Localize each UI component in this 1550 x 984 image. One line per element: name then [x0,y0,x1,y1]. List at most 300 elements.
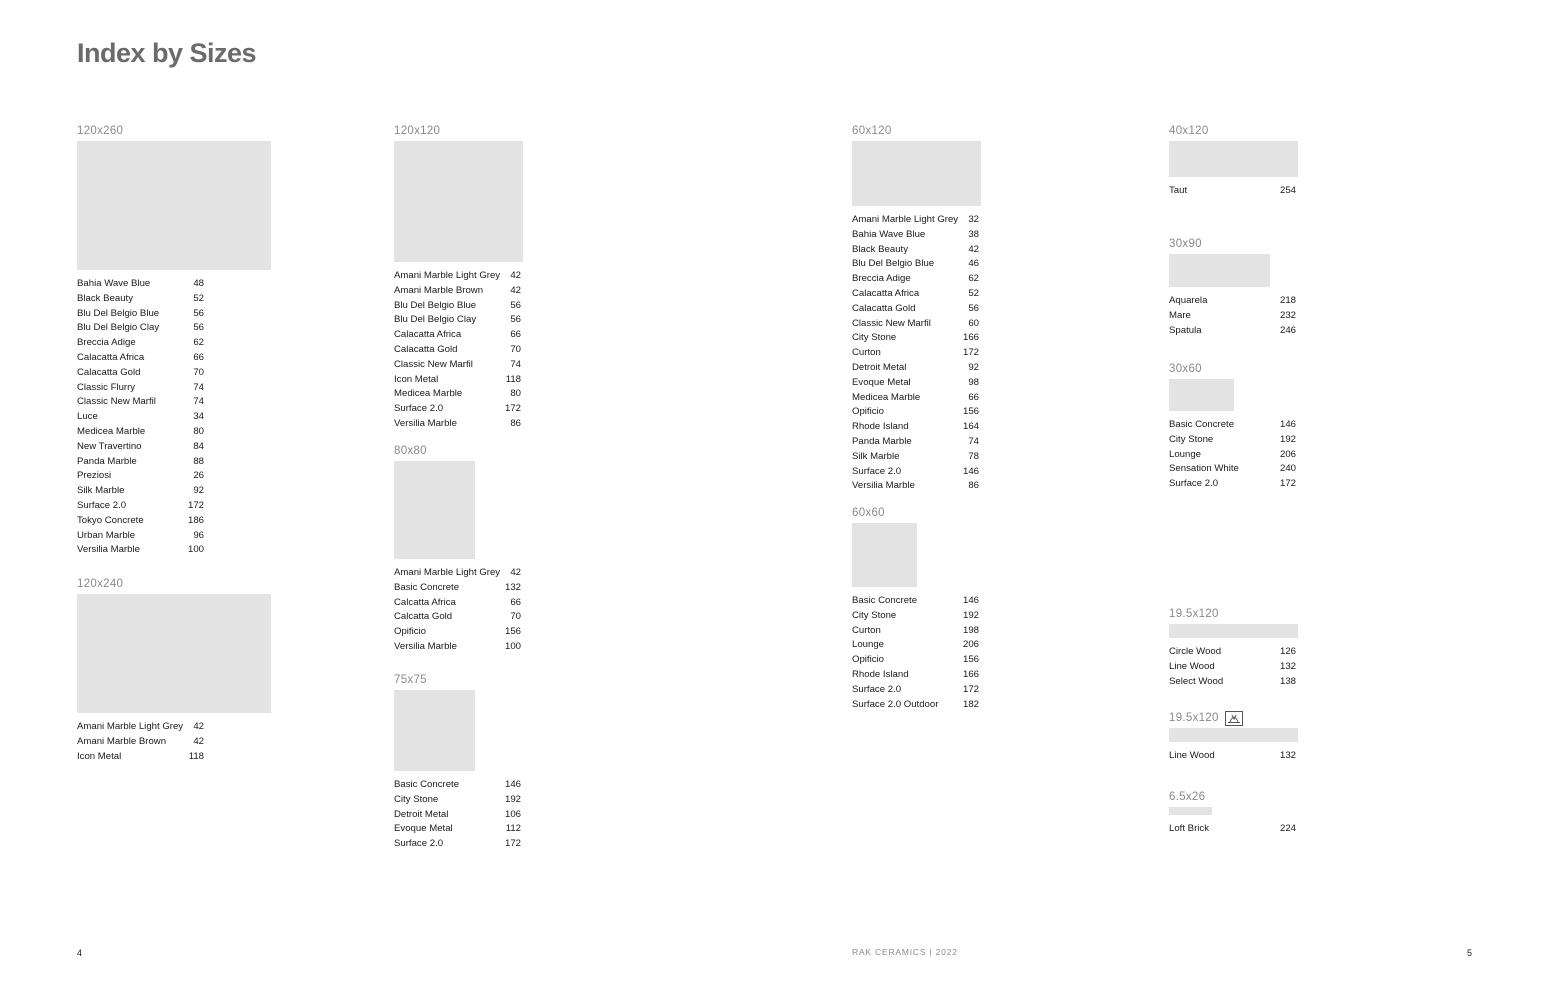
product-name: Rhode Island [852,421,909,433]
product-row [852,376,979,391]
product-page-number: 42 [510,270,521,281]
product-row [852,594,979,609]
product-row [852,450,979,465]
product-page-number: 80 [193,425,204,437]
product-page-number: 56 [193,307,204,319]
product-row [394,313,521,328]
product-row [394,299,521,314]
size-section [1169,237,1296,338]
product-name: Blu Del Belgio Clay [394,314,477,326]
tile-swatch [394,461,475,559]
product-page-number: 172 [187,499,204,511]
product-page-number: 198 [962,624,979,636]
product-page-number: 132 [504,581,521,593]
product-page-number: 206 [1279,448,1296,460]
product-page-number: 26 [193,470,204,482]
product-page-number: 42 [193,735,204,747]
product-name: Medicea Marble [77,425,146,437]
product-row [852,638,979,653]
product-row [77,469,204,484]
product-page-number: 254 [1279,185,1296,196]
product-name: Classic New Marfil [394,358,473,370]
size-section [1169,607,1296,689]
product-name: Detroit Metal [852,361,907,373]
size-label-text: 6.5x26 [1169,791,1206,803]
product-name: Classic New Marfil [77,396,156,408]
product-row [1169,184,1296,199]
product-name: Calacatta Gold [852,302,916,314]
product-name: Classic New Marfil [852,317,931,329]
product-row [852,257,979,272]
product-row [852,465,979,480]
product-page-number: 186 [187,514,204,526]
product-name: Blu Del Belgio Blue [852,258,935,270]
product-page-number: 172 [504,838,521,850]
product-page-number: 88 [193,455,204,467]
size-label [394,673,521,687]
size-section [1169,711,1296,764]
product-page-number: 146 [962,595,979,606]
product-page-number: 224 [1279,823,1296,834]
product-name: Panda Marble [852,435,912,447]
size-label [394,124,521,138]
product-page-number: 42 [968,243,979,255]
product-name: Amani Marble Brown [394,284,484,296]
product-name: Versilia Marble [394,640,457,652]
product-page-number: 70 [510,343,521,355]
size-label [852,124,979,138]
product-name: Calcatta Gold [394,611,453,623]
product-row [394,837,521,852]
size-label-text: 30x90 [1169,238,1202,250]
product-name: Amani Marble Light Grey [852,214,959,225]
product-row [1169,433,1296,448]
product-row [1169,448,1296,463]
product-page-number: 112 [505,823,521,835]
product-name: Loft Brick [1169,823,1209,834]
product-row [394,625,521,640]
product-page-number: 32 [968,214,979,225]
product-list [1169,749,1296,764]
size-section [1169,362,1296,492]
product-row [77,484,204,499]
product-name: Breccia Adige [77,337,136,349]
product-name: Surface 2.0 Outdoor [852,698,939,710]
product-name: Amani Marble Brown [77,735,167,747]
size-label-text: 120x240 [77,578,124,590]
product-row [77,499,204,514]
product-name: City Stone [394,793,439,805]
product-name: Calacatta Africa [77,351,145,363]
product-name: Blu Del Belgio Clay [77,322,160,334]
product-page-number: 156 [504,626,521,638]
product-row [852,331,979,346]
product-row [77,750,204,765]
product-page-number: 156 [962,406,979,418]
product-row [394,343,521,358]
size-section [852,506,979,712]
product-page-number: 246 [1279,324,1296,336]
size-label [1169,124,1296,138]
product-name: Lounge [1169,448,1202,460]
size-label-text: 75x75 [394,674,427,686]
product-page-number: 96 [193,529,204,541]
size-label [1169,607,1296,621]
product-name: City Stone [852,609,897,621]
product-row [852,243,979,258]
product-page-number: 74 [193,396,204,408]
product-name: Calcatta Africa [394,596,456,608]
product-name: Lounge [852,639,885,651]
product-name: Taut [1169,185,1188,196]
product-name: Select Wood [1169,675,1224,687]
product-row [77,529,204,544]
product-page-number: 166 [962,668,979,680]
product-row [1169,660,1296,675]
product-row [77,514,204,529]
product-row [852,609,979,624]
product-page-number: 126 [1279,646,1296,657]
product-row [1169,675,1296,690]
product-page-number: 38 [968,228,979,240]
product-name: Black Beauty [852,243,908,255]
product-row [77,292,204,307]
product-row [77,425,204,440]
product-name: Calacatta Africa [852,287,920,299]
product-name: Preziosi [77,470,112,482]
product-row [852,405,979,420]
product-name: Calacatta Gold [394,343,458,355]
product-page-number: 56 [510,299,521,311]
product-name: Surface 2.0 [394,838,444,850]
product-page-number: 86 [968,480,979,492]
product-page-number: 70 [193,366,204,378]
size-label-text: 40x120 [1169,125,1209,137]
size-label [394,444,521,458]
product-row [394,328,521,343]
product-page-number: 46 [968,258,979,270]
product-page-number: 218 [1279,295,1296,306]
product-list [852,594,979,712]
product-page-number: 146 [1279,419,1296,430]
product-page-number: 92 [193,485,204,497]
right-page-number: 5 [1467,948,1473,958]
tile-swatch [1169,379,1234,411]
product-row [394,596,521,611]
product-name: Surface 2.0 [1169,478,1219,490]
product-page-number: 192 [1279,433,1296,445]
size-section [77,577,204,764]
size-label [77,577,204,591]
product-name: Tokyo Concrete [77,514,144,526]
product-list [394,566,521,655]
product-list [394,778,521,852]
size-label-text: 120x120 [394,125,441,137]
size-label [1169,790,1296,804]
product-row [394,387,521,402]
product-page-number: 98 [968,376,979,388]
product-list [1169,822,1296,837]
product-name: Detroit Metal [394,808,449,820]
product-row [1169,477,1296,492]
product-name: Basic Concrete [394,581,460,593]
product-row [394,778,521,793]
product-page-number: 52 [968,287,979,299]
size-section [394,673,521,852]
product-page-number: 132 [1279,750,1296,761]
product-name: City Stone [852,332,897,344]
product-name: Luce [77,411,98,423]
product-row [394,793,521,808]
product-page-number: 164 [962,421,979,433]
product-page-number: 86 [510,417,521,429]
product-page-number: 172 [1279,478,1296,490]
product-name: Panda Marble [77,455,137,467]
product-row [852,391,979,406]
tile-swatch [1169,141,1298,177]
product-page-number: 66 [510,596,521,608]
size-section [77,124,204,558]
product-page-number: 172 [962,683,979,695]
size-section [852,124,979,494]
product-name: Surface 2.0 [852,683,902,695]
product-list [1169,645,1296,689]
product-page-number: 70 [510,611,521,623]
product-row [77,395,204,410]
size-label-text: 60x60 [852,507,885,519]
product-page-number: 62 [968,273,979,285]
product-row [77,381,204,396]
product-row [77,735,204,750]
size-label-text: 120x260 [77,125,124,137]
product-name: Amani Marble Light Grey [394,270,501,281]
size-label [852,506,979,520]
product-page-number: 66 [193,351,204,363]
product-row [77,336,204,351]
product-page-number: 74 [193,381,204,393]
product-page-number: 192 [504,793,521,805]
product-row [1169,462,1296,477]
product-name: Curton [852,624,881,636]
product-name: Versilia Marble [852,480,915,492]
size-section [1169,124,1296,199]
product-list [394,269,521,432]
product-row [77,720,204,735]
product-name: Classic Flurry [77,381,136,393]
product-name: Opificio [852,406,884,418]
product-page-number: 74 [968,435,979,447]
product-row [852,479,979,494]
product-name: Blu Del Belgio Blue [394,299,477,311]
product-row [1169,645,1296,660]
size-label [77,124,204,138]
product-row [1169,749,1296,764]
product-name: Spatula [1169,324,1202,336]
product-page-number: 192 [962,609,979,621]
left-page-number: 4 [77,948,83,958]
product-list [1169,294,1296,338]
tile-swatch [77,141,271,270]
product-page-number: 132 [1279,660,1296,672]
size-section [394,444,521,655]
product-name: Medicea Marble [852,391,921,403]
size-label-text: 30x60 [1169,363,1202,375]
product-name: Opificio [394,626,426,638]
product-list [852,213,979,494]
product-row [77,366,204,381]
product-name: City Stone [1169,433,1214,445]
product-page-number: 206 [962,639,979,651]
product-page-number: 138 [1279,675,1296,687]
product-name: Curton [852,347,881,359]
product-page-number: 182 [962,698,979,710]
product-row [394,610,521,625]
product-name: Surface 2.0 [394,403,444,415]
product-row [1169,309,1296,324]
product-row [394,417,521,432]
size-label-text: 80x80 [394,445,427,457]
product-page-number: 118 [188,750,204,762]
product-page-number: 66 [968,391,979,403]
tile-swatch [77,594,271,713]
product-name: Amani Marble Light Grey [394,567,501,578]
product-list [1169,418,1296,492]
product-row [852,435,979,450]
product-page-number: 78 [968,450,979,462]
product-row [852,698,979,713]
product-row [77,307,204,322]
product-name: Calacatta Gold [77,366,141,378]
product-page-number: 62 [193,337,204,349]
product-row [77,277,204,292]
product-name: Basic Concrete [1169,419,1235,430]
product-page-number: 172 [504,403,521,415]
product-page-number: 146 [504,779,521,790]
tile-swatch [852,141,981,206]
product-name: Surface 2.0 [852,465,902,477]
product-row [77,321,204,336]
product-name: Calacatta Africa [394,329,462,341]
product-row [852,228,979,243]
product-row [394,373,521,388]
product-name: Blu Del Belgio Blue [77,307,160,319]
product-name: Circle Wood [1169,646,1222,657]
product-page-number: 172 [962,347,979,359]
product-name: Breccia Adige [852,273,911,285]
product-name: Black Beauty [77,292,133,304]
tile-swatch [1169,254,1270,287]
product-row [852,272,979,287]
product-page-number: 84 [193,440,204,452]
product-row [394,581,521,596]
product-page-number: 240 [1279,463,1296,475]
product-row [394,358,521,373]
product-name: Surface 2.0 [77,499,127,511]
product-name: Icon Metal [77,750,122,762]
product-name: Line Wood [1169,660,1215,672]
product-row [77,455,204,470]
product-list [1169,184,1296,199]
product-name: Medicea Marble [394,388,463,400]
product-page-number: 56 [510,314,521,326]
product-page-number: 42 [510,567,521,578]
product-page-number: 80 [510,388,521,400]
size-label [1169,237,1296,251]
size-label-text: 19.5x120 [1169,608,1219,620]
product-name: Urban Marble [77,529,136,541]
product-name: Icon Metal [394,373,439,385]
product-row [852,213,979,228]
product-row [852,302,979,317]
product-row [394,808,521,823]
product-row [852,624,979,639]
product-row [394,566,521,581]
product-name: Aquarela [1169,295,1208,306]
product-row [852,683,979,698]
product-page-number: 166 [962,332,979,344]
product-row [77,440,204,455]
product-page-number: 232 [1279,309,1296,321]
product-name: Basic Concrete [852,595,918,606]
product-name: Basic Concrete [394,779,460,790]
product-name: New Travertino [77,440,142,452]
product-name: Bahia Wave Blue [852,228,926,240]
tile-swatch [394,141,523,262]
tile-swatch [1169,728,1298,742]
size-label-text: 19.5x120 [1169,712,1219,724]
size-section [394,124,521,432]
product-name: Opificio [852,654,884,666]
product-row [1169,822,1296,837]
product-row [852,287,979,302]
product-row [77,543,204,558]
product-name: Rhode Island [852,668,909,680]
product-page-number: 146 [962,465,979,477]
tile-swatch [1169,807,1212,815]
product-row [852,653,979,668]
product-page-number: 118 [505,373,521,385]
product-name: Silk Marble [77,485,125,497]
product-list [77,720,204,764]
product-row [394,640,521,655]
size-label [1169,362,1296,376]
product-page-number: 60 [968,317,979,329]
product-row [852,361,979,376]
size-label [1169,711,1296,725]
product-row [852,346,979,361]
product-row [394,822,521,837]
product-name: Sensation White [1169,463,1239,475]
product-page-number: 48 [193,278,204,289]
footer-brand: RAK CERAMICS | 2022 [852,947,958,957]
product-page-number: 92 [968,361,979,373]
product-name: Mare [1169,309,1191,321]
product-name: Line Wood [1169,750,1215,761]
tile-swatch [394,690,475,771]
tile-swatch [852,523,917,587]
product-row [394,284,521,299]
product-row [77,351,204,366]
outdoor-icon [1225,711,1243,726]
product-name: Versilia Marble [77,544,140,556]
product-row [1169,324,1296,339]
size-section [1169,790,1296,837]
product-row [852,420,979,435]
product-page-number: 74 [510,358,521,370]
product-list [77,277,204,558]
product-page-number: 34 [193,411,204,423]
product-row [394,269,521,284]
